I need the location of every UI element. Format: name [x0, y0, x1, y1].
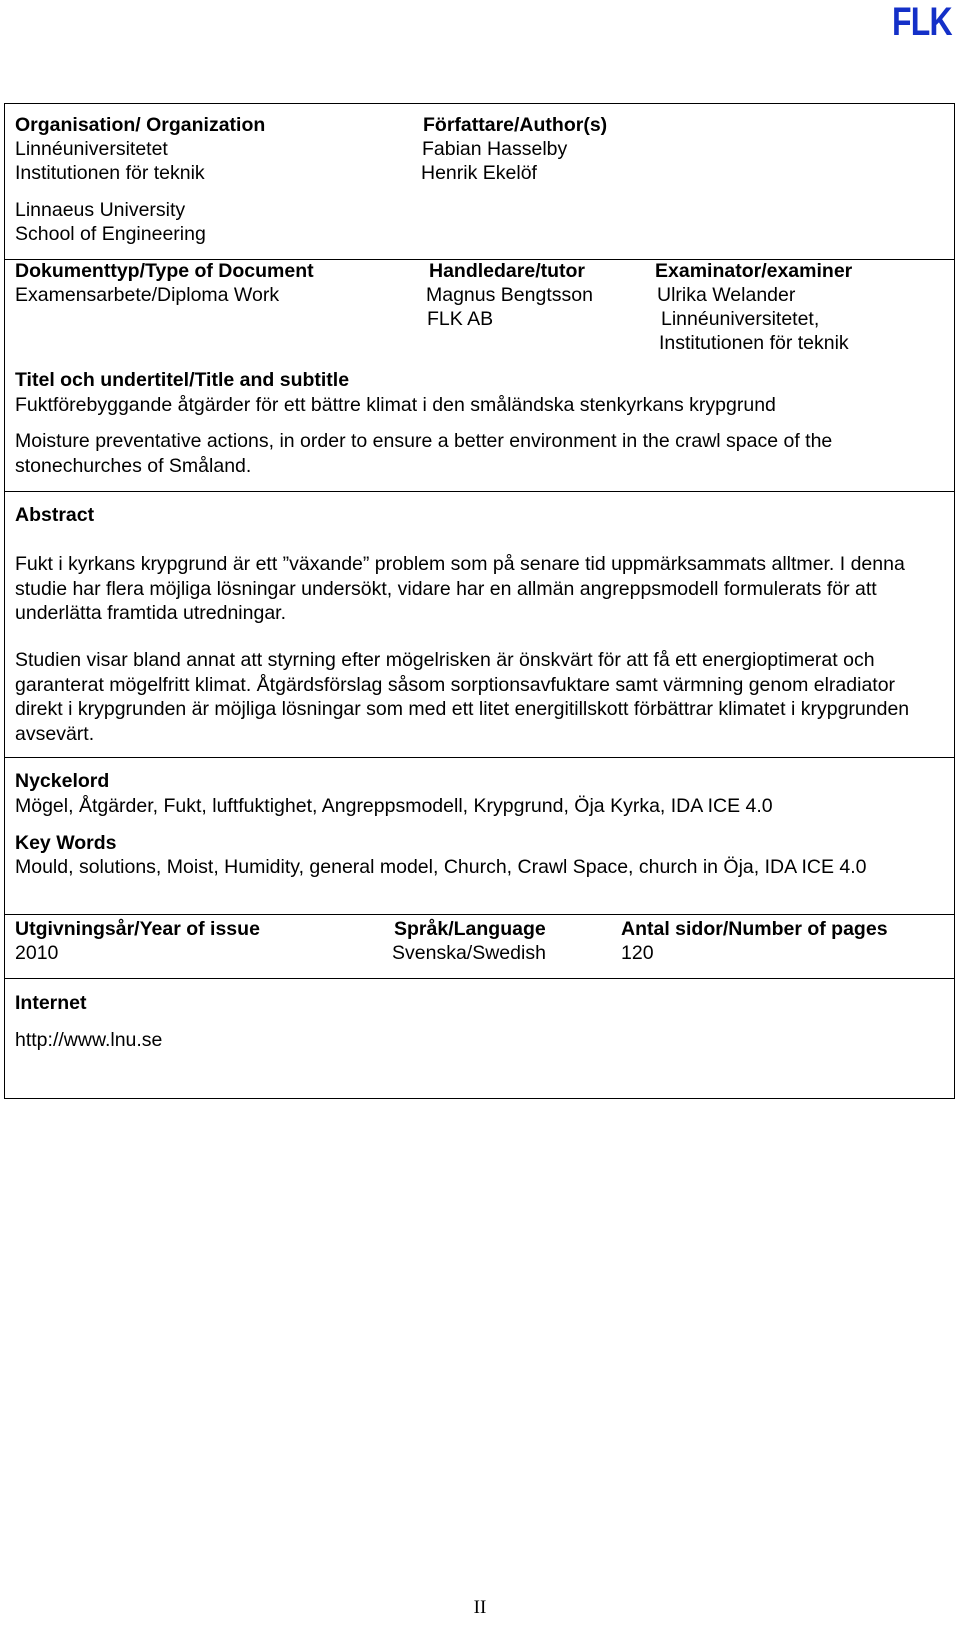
language-heading: Språk/Language: [394, 918, 546, 940]
abstract-paragraph: Studien visar bland annat att styrning efter mögelrisken är önskvärt för att få ett energioptimerat och garanterat mögelfritt klimat. Åtgärdsförslag såsom sorptionsavfuktare samt värmning genom elradiator direkt i krypgrunden är möjliga lösningar som med ett litet energitillskott förbättrar klimatet i krypgrunden avsevärt.: [15, 649, 910, 745]
keywords-en-value: Mould, solutions, Moist, Humidity, general model, Church, Crawl Space, church in Öja, IDA ICE 4.0: [15, 856, 867, 878]
divider-title: [5, 491, 954, 492]
internet-heading: Internet: [15, 992, 87, 1014]
abstract-heading: Abstract: [15, 504, 95, 526]
examiner-line: Linnéuniversitetet,: [661, 308, 820, 330]
abstract-paragraph: Fukt i kyrkans krypgrund är ett ”växande” problem som på senare tid uppmärksammats alltmer. I denna studie har flera möjliga lösningar undersökt, vidare har en allmän angreppsmodell formulerats för att underlätta framtida utredningar.: [15, 553, 905, 624]
document-type-value: Examensarbete/Diploma Work: [15, 284, 280, 306]
year-heading: Utgivningsår/Year of issue: [15, 918, 260, 940]
title-swedish: Fuktförebyggande åtgärder för ett bättre klimat i den småländska stenkyrkans krypgrund: [15, 394, 776, 416]
internet-url[interactable]: http://www.lnu.se: [15, 1029, 163, 1051]
divider-publication: [5, 978, 954, 979]
organisation-line: Linnéuniversitetet: [15, 138, 168, 160]
page-number: II: [473, 1597, 487, 1618]
pages-value: 120: [621, 942, 654, 964]
organisation-line: Linnaeus University: [15, 199, 186, 221]
examiner-line: Institutionen för teknik: [659, 332, 849, 354]
divider-keywords: [5, 914, 954, 915]
organisation-line: Institutionen för teknik: [15, 162, 205, 184]
tutor-line: Magnus Bengtsson: [426, 284, 593, 306]
document-type-heading: Dokumenttyp/Type of Document: [15, 260, 314, 282]
keywords-sv-heading: Nyckelord: [15, 770, 110, 792]
organisation-heading: Organisation/ Organization: [15, 114, 266, 136]
authors-heading: Författare/Author(s): [423, 114, 608, 136]
tutor-heading: Handledare/tutor: [429, 260, 586, 282]
author-name: Fabian Hasselby: [422, 138, 568, 160]
flk-logo: FLK: [892, 0, 952, 44]
examiner-heading: Examinator/examiner: [655, 260, 853, 282]
examiner-line: Ulrika Welander: [657, 284, 796, 306]
keywords-sv-value: Mögel, Åtgärder, Fukt, luftfuktighet, Angreppsmodell, Krypgrund, Öja Kyrka, IDA ICE 4.0: [15, 795, 773, 817]
pages-heading: Antal sidor/Number of pages: [621, 918, 888, 940]
title-english: Moisture preventative actions, in order to ensure a better environment in the crawl space of the stonechurches of Småland.: [15, 430, 833, 477]
tutor-line: FLK AB: [427, 308, 494, 330]
language-value: Svenska/Swedish: [392, 942, 546, 964]
divider-abstract: [5, 757, 954, 758]
keywords-en-heading: Key Words: [15, 832, 117, 854]
year-value: 2010: [15, 942, 59, 964]
organisation-line: School of Engineering: [15, 223, 206, 245]
author-name: Henrik Ekelöf: [421, 162, 537, 184]
title-heading: Titel och undertitel/Title and subtitle: [15, 369, 350, 391]
